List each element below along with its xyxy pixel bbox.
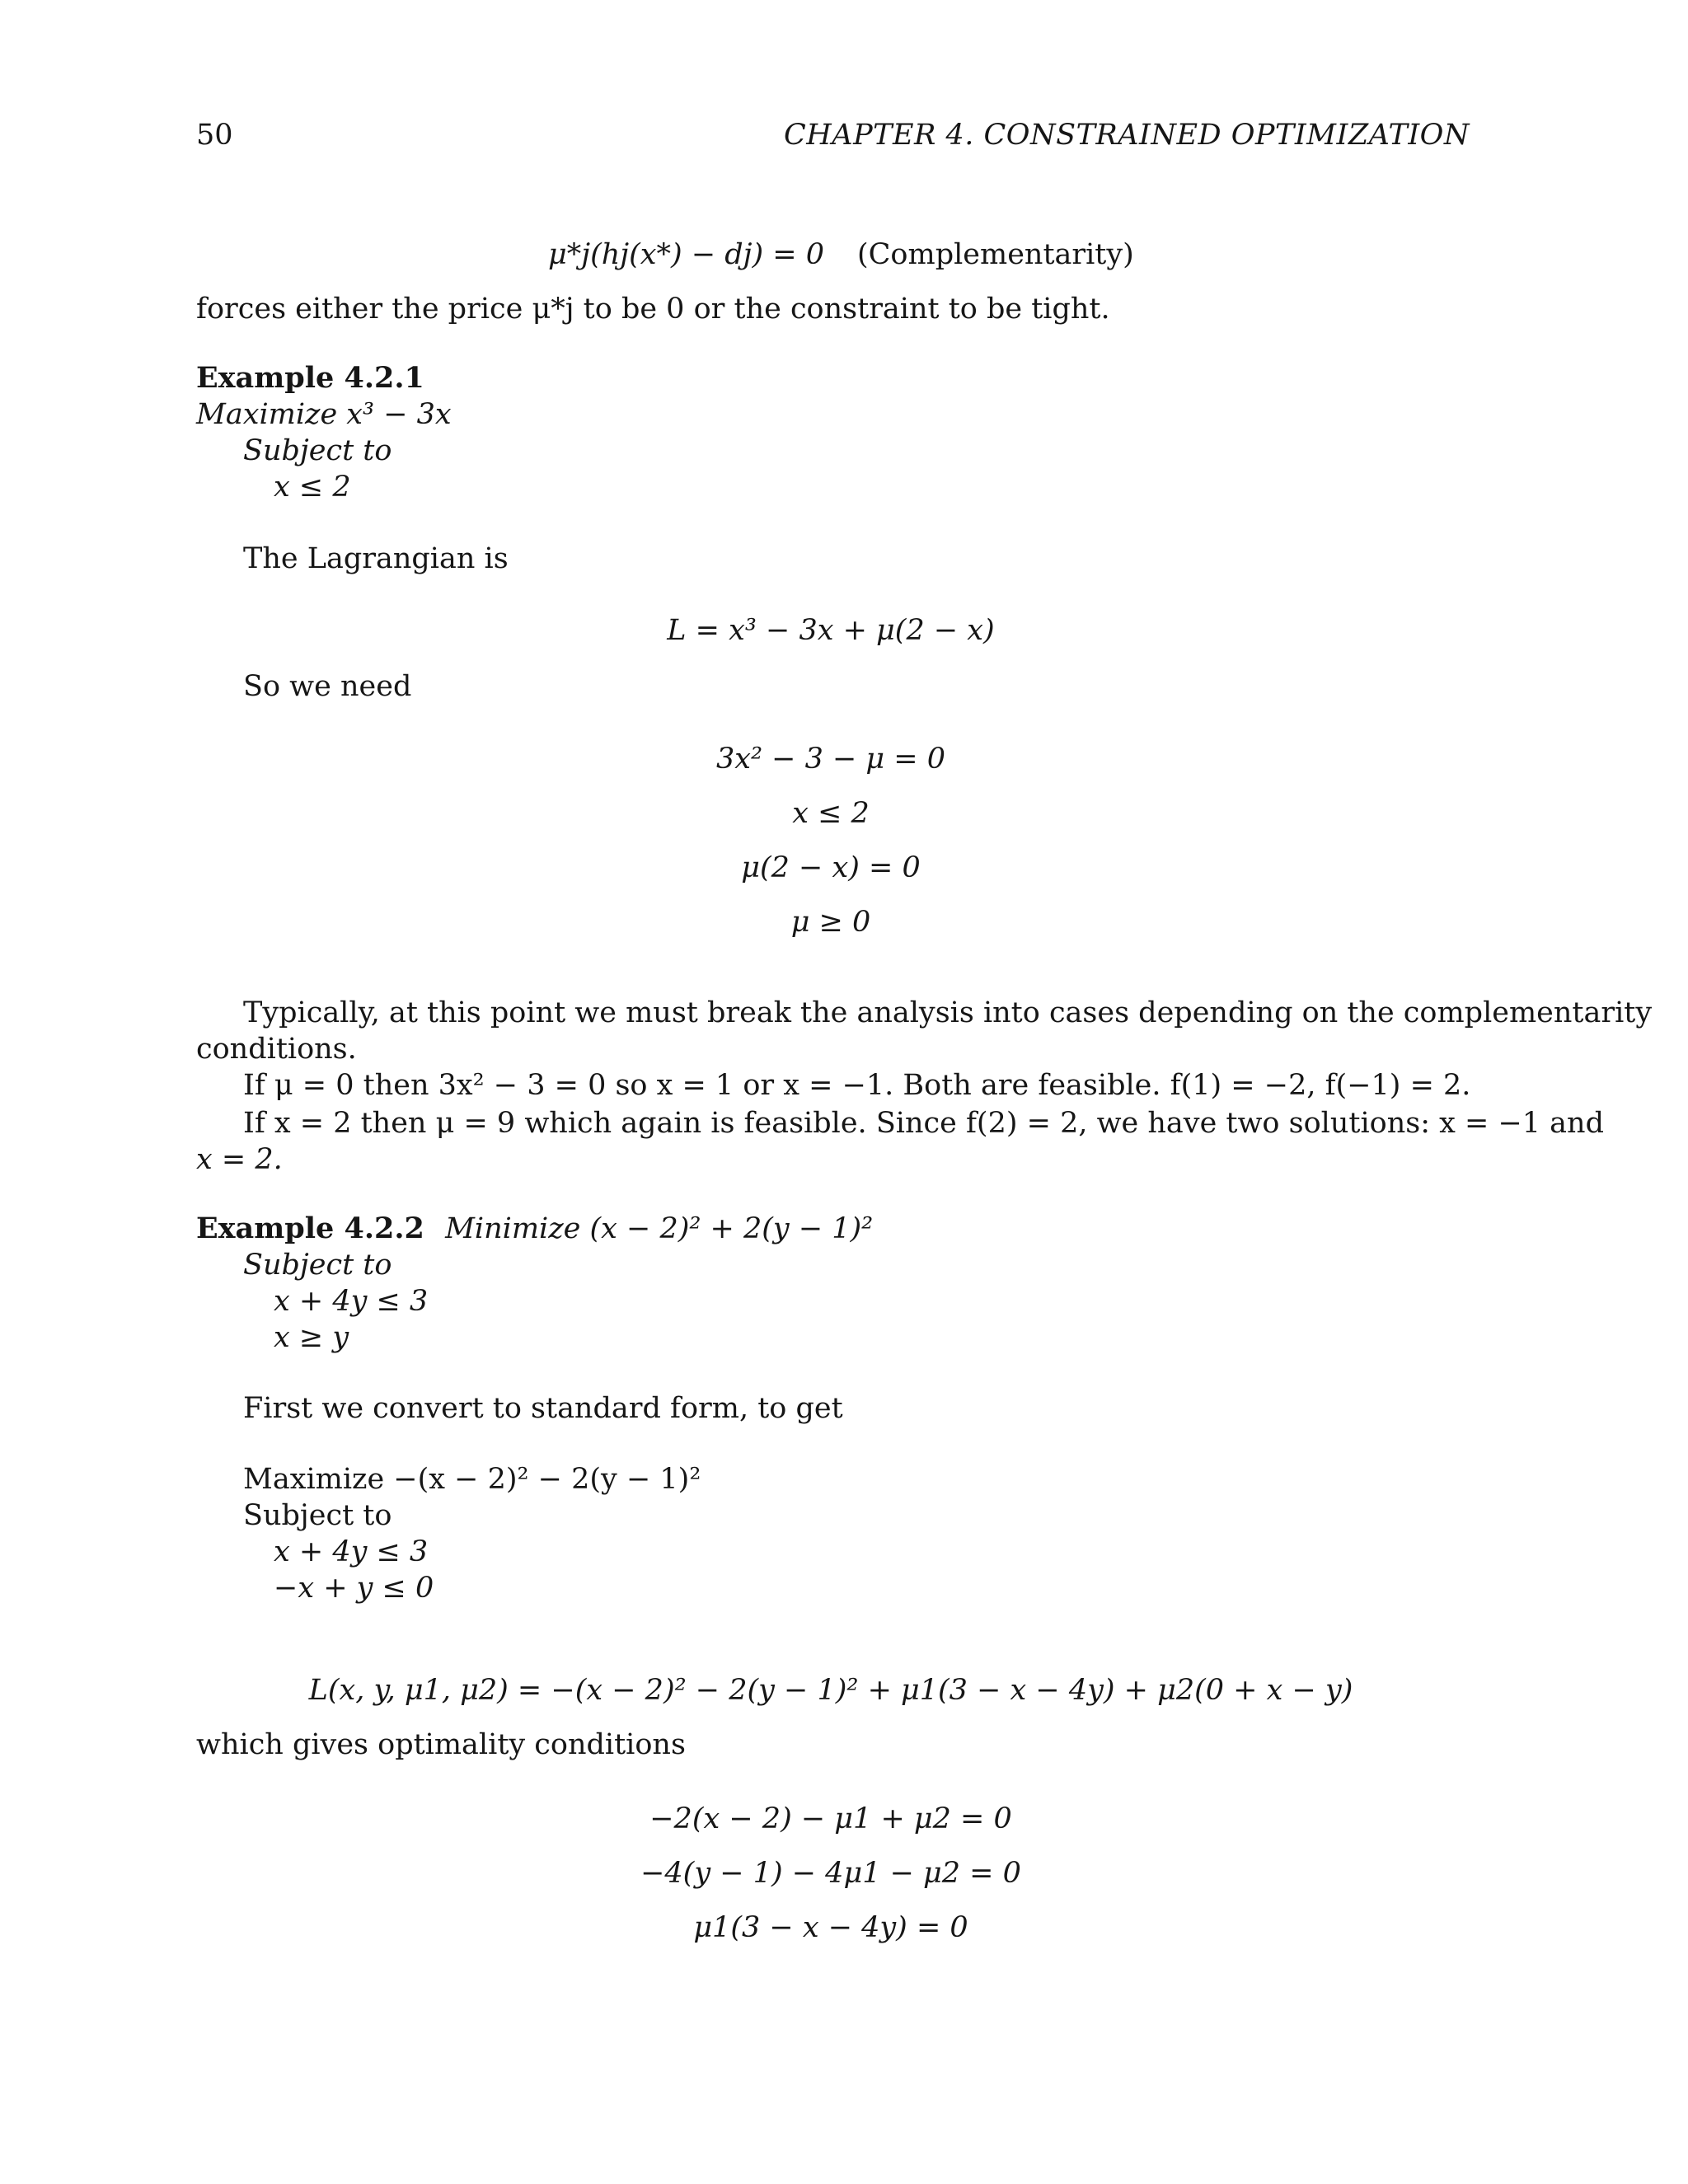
- example-4-2-1-heading: Example 4.2.1: [196, 361, 424, 395]
- example-1-objective: Maximize x³ − 3x: [196, 398, 452, 431]
- optimality-intro: which gives optimality conditions: [196, 1728, 686, 1761]
- complementarity-label: (Complementarity): [857, 238, 1134, 271]
- example-4-2-2-heading: Example 4.2.2: [196, 1212, 424, 1245]
- complementarity-sentence: forces either the price μ*j to be 0 or the constraint to be tight.: [196, 293, 1110, 326]
- example-1-condition-1: 3x² − 3 − μ = 0: [715, 743, 946, 776]
- example-4-2-2-line: [196, 1210, 873, 1248]
- example-1-condition-2: x ≤ 2: [792, 797, 870, 830]
- std-constraint-1: x + 4y ≤ 3: [274, 1535, 429, 1568]
- example-1-constraint: x ≤ 2: [274, 471, 351, 504]
- paragraph-cases-line-2: conditions.: [196, 1033, 357, 1066]
- example-2-subject-to: Subject to: [243, 1249, 392, 1282]
- std-objective: Maximize −(x − 2)² − 2(y − 1)²: [243, 1463, 701, 1496]
- need-intro: So we need: [243, 670, 412, 703]
- example-2-constraint-1: x + 4y ≤ 3: [274, 1285, 429, 1318]
- example-2-lagrangian: L(x, y, μ1, μ2) = −(x − 2)² − 2(y − 1)² + μ1(3 − x − 4y) + μ2(0 + x − y): [308, 1674, 1353, 1707]
- example-1-condition-3: μ(2 − x) = 0: [741, 851, 921, 884]
- paragraph-x-two-line-2: x = 2.: [196, 1143, 283, 1176]
- paragraph-mu-zero: If μ = 0 then 3x² − 3 = 0 so x = 1 or x = −1. Both are feasible. f(1) = −2, f(−1) = 2.: [243, 1069, 1471, 1102]
- example-1-lagrangian: L = x³ − 3x + μ(2 − x): [667, 614, 995, 647]
- lagrangian-intro: The Lagrangian is: [243, 542, 509, 575]
- complementarity-equation: μ*j(hj(x*) − dj) = 0: [548, 238, 825, 271]
- page-number: 50: [196, 119, 233, 152]
- std-subject-to: Subject to: [243, 1499, 392, 1532]
- example-2-objective: Minimize (x − 2)² + 2(y − 1)²: [445, 1212, 874, 1245]
- example-2-constraint-2: x ≥ y: [274, 1321, 349, 1354]
- convert-intro: First we convert to standard form, to get: [243, 1392, 843, 1425]
- example-1-condition-4: μ ≥ 0: [790, 906, 871, 939]
- std-constraint-2: −x + y ≤ 0: [274, 1572, 434, 1605]
- paragraph-cases-line-1: Typically, at this point we must break the analysis into cases depending on the complementarity: [243, 996, 1653, 1029]
- example-1-subject-to: Subject to: [243, 434, 392, 467]
- example-2-condition-2: −4(y − 1) − 4μ1 − μ2 = 0: [640, 1857, 1021, 1890]
- example-2-condition-1: −2(x − 2) − μ1 + μ2 = 0: [649, 1802, 1012, 1835]
- running-title: CHAPTER 4. CONSTRAINED OPTIMIZATION: [783, 119, 1470, 152]
- example-2-condition-3: μ1(3 − x − 4y) = 0: [693, 1911, 968, 1944]
- paragraph-x-two-line-1: If x = 2 then μ = 9 which again is feasible. Since f(2) = 2, we have two solutions: x = −1 and: [243, 1107, 1604, 1140]
